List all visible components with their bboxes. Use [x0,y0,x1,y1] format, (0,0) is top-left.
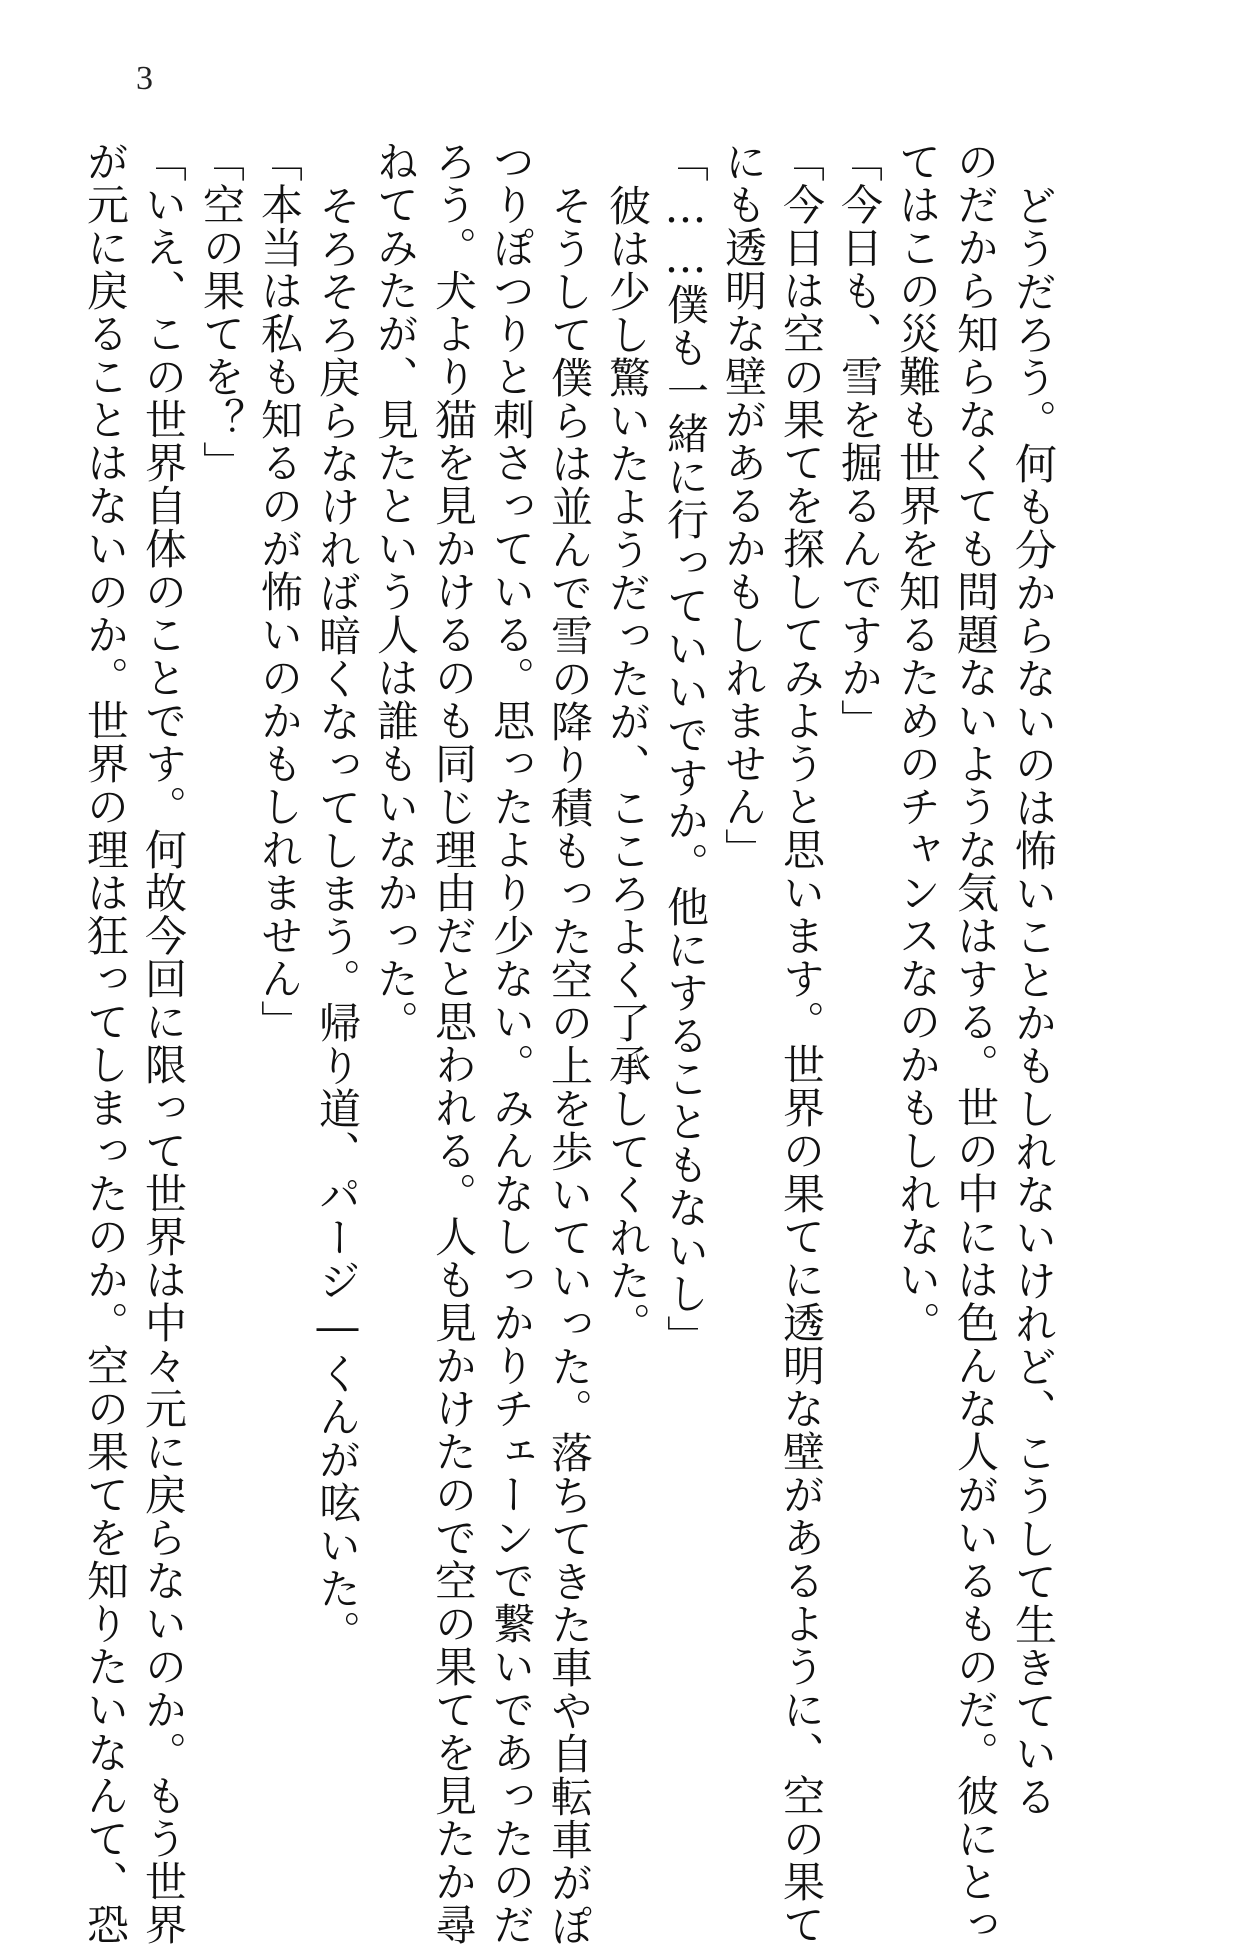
page-number: 3 [136,60,153,97]
text-line: ねてみたが、見たという人は誰もいなかった。 [371,140,420,1043]
text-line: ろう。犬より猫を見かけるのも同じ理由だと思われる。人も見かけたので空の果てを見たか尋 [429,140,478,1946]
text-line: 「本当は私も知るのが怖いのかもしれません」 [255,140,304,1043]
text-line: 「空の果てを？」 [197,140,246,484]
text-line: 「今日も、雪を掘るんですか」 [835,140,884,742]
body-text [76,140,1062,1947]
text-line: 「いえ、この世界自体のことです。何故今回に限って世界は中々元に戻らないのか。もう世界 [139,140,188,1946]
text-line: が元に戻ることはないのか。世界の理は狂ってしまったのか。空の果てを知りたいなんて、恐 [81,140,130,1946]
text-line: そうして僕らは並んで雪の降り積もった空の上を歩いていった。落ちてきた車や自転車がぽ [545,184,594,1947]
text-line: てはこの災難も世界を知るためのチャンスなのかもしれない。 [893,140,942,1344]
text-line: 「今日は空の果てを探してみようと思います。世界の果てに透明な壁があるように、空の果て [777,140,826,1946]
text-line: 彼は少し驚いたようだったが、こころよく了承してくれた。 [603,184,652,1345]
text-line: のだから知らなくても問題ないような気はする。世の中には色んな人がいるものだ。彼にとっ [951,140,1000,1946]
text-line: にも透明な壁があるかもしれません」 [719,140,768,871]
text-line: 「……僕も一緒に行っていいですか。他にすることもないし」 [661,140,710,1358]
text-line: どうだろう。何も分からないのは怖いことかもしれないけれど、こうして生きている [1009,184,1058,1818]
text-line: そろそろ戻らなければ暗くなってしまう。帰り道、パージ―くんが呟いた。 [313,184,362,1653]
text-line: つりぽつりと刺さっている。思ったより少ない。みんなしっかりチェーンで繋いであったのだ [487,140,536,1946]
